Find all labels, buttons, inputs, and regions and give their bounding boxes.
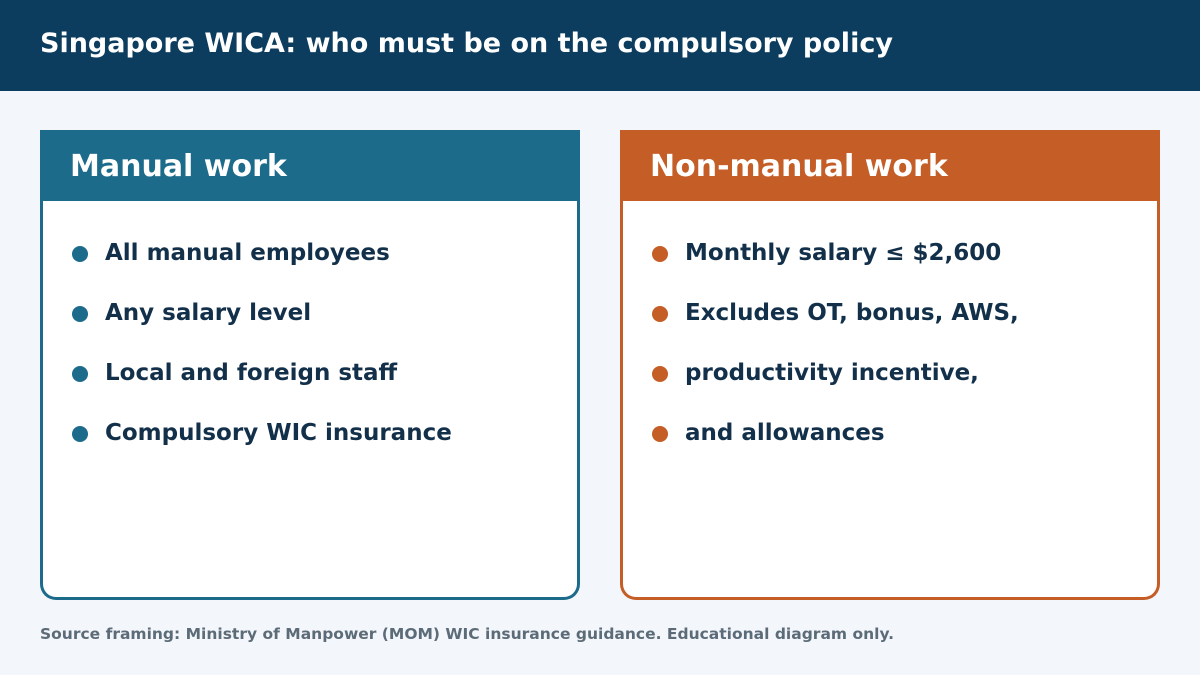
panel-header-manual-work (40, 130, 580, 201)
list-item (43, 296, 563, 326)
panel-title-manual-work: Manual work (70, 149, 287, 184)
list-item (623, 236, 1143, 266)
list-item-text: Any salary level (105, 300, 312, 326)
list-item (43, 356, 563, 386)
header-bar (0, 0, 1200, 91)
list-item (43, 416, 563, 446)
bullet-dot-icon (72, 306, 88, 322)
panel-title-non-manual-work: Non-manual work (650, 149, 948, 184)
list-item (623, 356, 1143, 386)
list-item-text: Compulsory WIC insurance (105, 420, 452, 446)
bullet-dot-icon (72, 426, 88, 442)
list-item (623, 296, 1143, 326)
bullet-dot-icon (652, 246, 668, 262)
bullet-dot-icon (72, 246, 88, 262)
list-item-text: All manual employees (105, 240, 390, 266)
bullet-dot-icon (652, 426, 668, 442)
bullet-dot-icon (652, 306, 668, 322)
source-footnote: Source framing: Ministry of Manpower (MOM) WIC insurance guidance. Educational diagram only. (40, 625, 895, 643)
panel-header-non-manual-work (620, 130, 1160, 201)
panel-non-manual-work (620, 130, 1160, 600)
list-item (623, 416, 1143, 446)
list-item-text: and allowances (685, 420, 885, 446)
list-item-text: productivity incentive, (685, 360, 979, 386)
list-item (43, 236, 563, 266)
bullet-dot-icon (72, 366, 88, 382)
list-item-text: Excludes OT, bonus, AWS, (685, 300, 1019, 326)
page-title: Singapore WICA: who must be on the compulsory policy (40, 28, 893, 59)
list-item-text: Monthly salary ≤ $2,600 (685, 240, 1002, 266)
bullet-dot-icon (652, 366, 668, 382)
panel-manual-work (40, 130, 580, 600)
list-item-text: Local and foreign staff (105, 360, 398, 386)
